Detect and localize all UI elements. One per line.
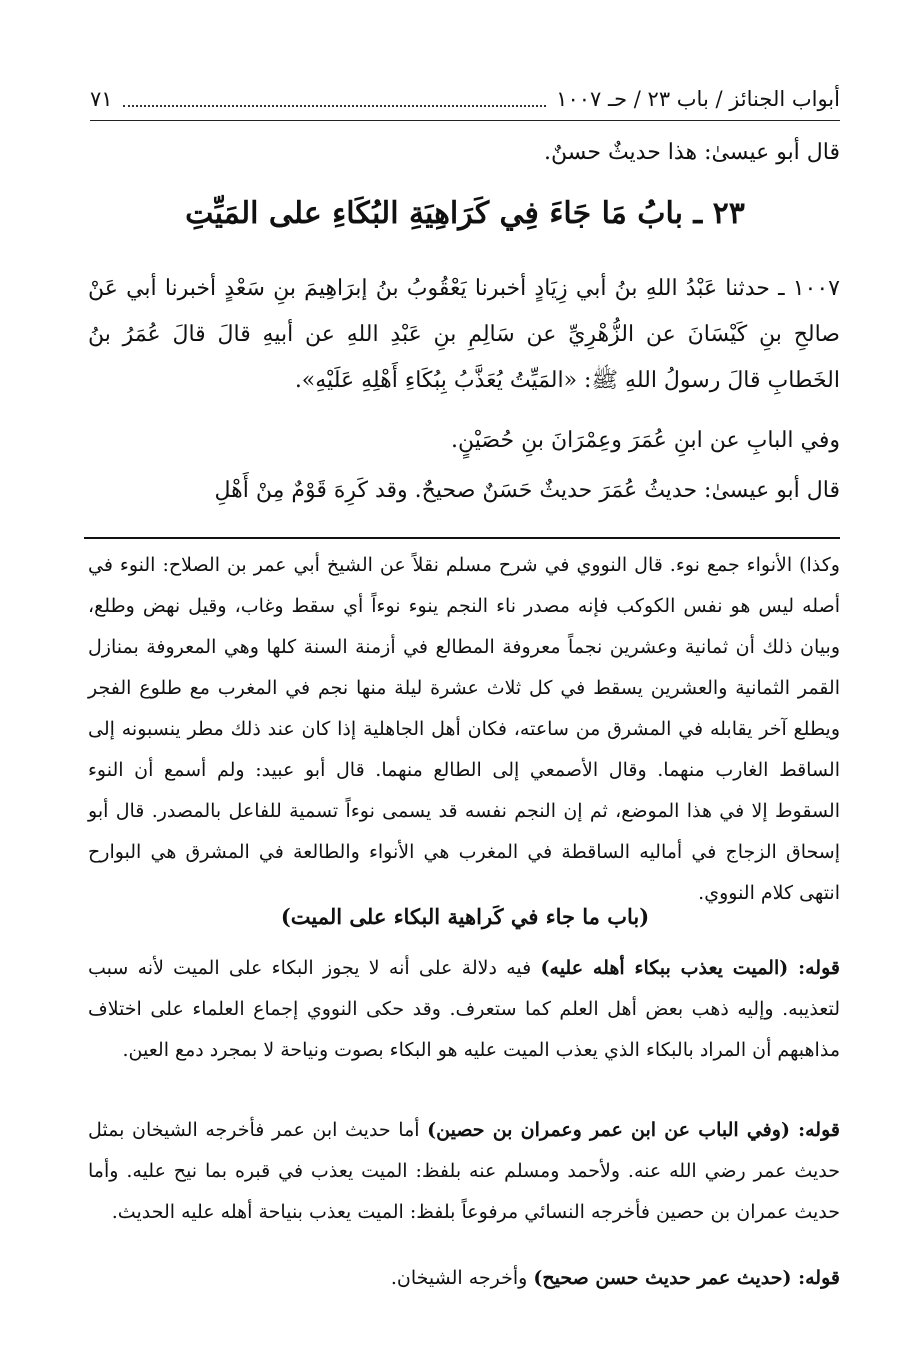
header-title: أبواب الجنائز / باب ٢٣ / حـ ١٠٠٧ xyxy=(556,87,840,111)
closing-line: قال أبو عيسىٰ: حديثُ عُمَرَ حديثٌ حَسَنٌ صحيحٌ. وقد كَرِهَ قَوْمٌ مِنْ أَهْلِ xyxy=(214,478,840,503)
note-3-lead: قوله: (حديث عمر حديث حسن صحيح) xyxy=(533,1267,840,1289)
commentary-section-heading: (باب ما جاء في كَراهية البكاء على الميت) xyxy=(280,904,650,929)
hadith-paragraph: ١٠٠٧ ـ حدثنا عَبْدُ اللهِ بنُ أبي زِيَادٍ أخبرنا يَعْقُوبُ بنُ إبرَاهِيمَ بنِ سَعْدٍ أخبرنا أبي عَنْ صالحِ بنِ كَيْسَانَ عن الزُّهْرِيِّ عن سَالِمِ بنِ عَبْدِ اللهِ عن أبيهِ قالَ قالَ عُمَرُ بنُ الخَطابِ قالَ رسولُ اللهِ ﷺ: «المَيِّتُ يُعَذَّبُ بِبُكَاءِ أَهْلِهِ عَلَيْهِ». xyxy=(88,276,840,393)
note-2-lead: قوله: (وفي الباب عن ابن عمر وعمران بن حصين) xyxy=(427,1119,840,1141)
note-3-body: وأخرجه الشيخان. xyxy=(390,1267,534,1289)
bab-line: وفي البابِ عن ابنِ عُمَرَ وعِمْرَانَ بنِ حُصَيْنٍ. xyxy=(451,428,840,453)
footnote-divider xyxy=(84,537,840,539)
intro-line: قال أبو عيسىٰ: هذا حديثٌ حسنٌ. xyxy=(543,140,840,165)
commentary-note-2 xyxy=(88,1110,840,1233)
running-header xyxy=(90,82,840,121)
chapter-heading: ٢٣ ـ بابُ مَا جَاءَ فِي كَرَاهِيَةِ البُكَاءِ على المَيِّتِ xyxy=(185,196,745,231)
header-leader-dots xyxy=(123,91,547,107)
page-number: ٧١ xyxy=(90,87,113,111)
commentary-first-paragraph: وكذا) الأنواء جمع نوء. قال النووي في شرح مسلم نقلاً عن الشيخ أبي عمر بن الصلاح: النوء في أصله ليس هو نفس الكوكب فإنه مصدر ناء النجم ينوء نوءاً أي سقط وغاب، وقيل نهض وطلع، وبيان ذلك أن ثمانية وعشرين نجماً معروفة المطالع في أزمنة السنة كلها وهي المعروفة بمنازل القمر الثمانية والعشرين يسقط في كل ثلاث عشرة ليلة منها نجم في المغرب مع طلوع الفجر ويطلع آخر يقابله في المشرق من ساعته، فكان أهل الجاهلية إذا كان عند ذلك مطر ينسبونه إلى الساقط الغارب منهما. وقال الأصمعي إلى الطالع منهما. قال أبو عبيد: ولم أسمع أن النوء السقوط إلا في هذا الموضع، ثم إن النجم نفسه قد يسمى نوءاً تسمية للفاعل بالمصدر. قال أبو إسحاق الزجاج في أماليه الساقطة في المغرب هي الأنواء والطالعة في المشرق هي البوارح انتهى كلام النووي. xyxy=(88,554,840,904)
note-1-body: فيه دلالة على أنه لا يجوز البكاء على الميت لأنه سبب لتعذيبه. وإليه ذهب بعض أهل العلم كما ستعرف. وقد حكى النووي إجماع العلماء على اختلاف مذاهبهم أن المراد بالبكاء الذي يعذب الميت عليه هو البكاء بصوت ونياحة لا بمجرد دمع العين. xyxy=(88,957,840,1061)
commentary-note-3 xyxy=(88,1258,840,1299)
commentary-note-1 xyxy=(88,948,840,1071)
note-2-body: أما حديث ابن عمر فأخرجه الشيخان بمثل حديث عمر رضي الله عنه. ولأحمد ومسلم عنه بلفظ: الميت يعذب في قبره بما نيح عليه. وأما حديث عمران بن حصين فأخرجه النسائي مرفوعاً بلفظ: الميت يعذب بنياحة أهله عليه الحديث. xyxy=(88,1119,840,1223)
note-1-lead: قوله: (الميت يعذب ببكاء أهله عليه) xyxy=(540,957,840,979)
